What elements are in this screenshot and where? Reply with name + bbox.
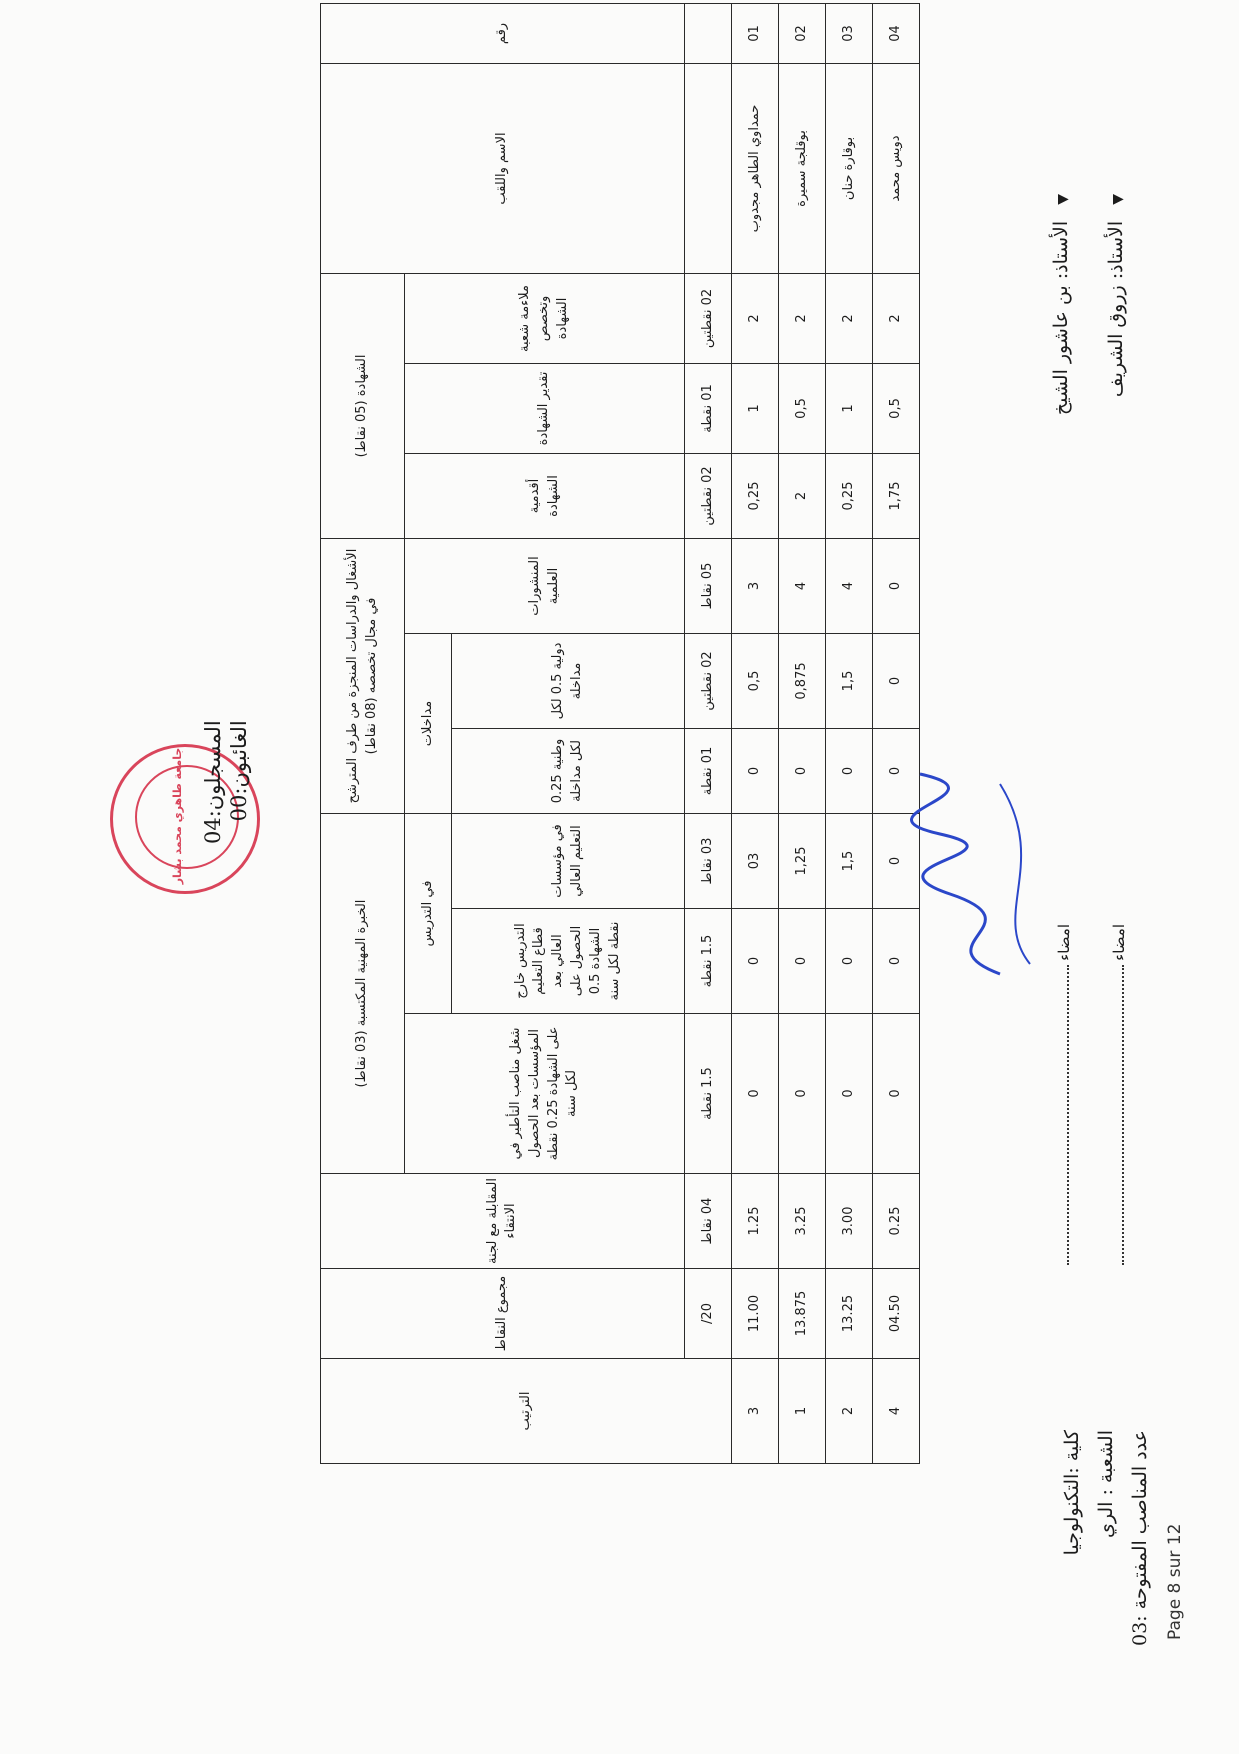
cell-cert-suitability: 2 [872,273,919,363]
col-name: الاسم واللقب [321,63,685,273]
cell-interview: 3.25 [778,1174,825,1269]
cell-cert-grade: 1 [825,363,872,453]
bullet-icon: ▼ [1110,194,1126,205]
absent-count: الغائبون:00 [227,720,251,822]
max-interview: 04 نقاط [684,1174,731,1269]
cell-national: 0 [825,728,872,813]
professor-1: الأستاذ: بن عاشور الشيخ [1050,220,1072,416]
cell-name: بوقلجة سميرة [778,63,825,273]
max-supervision: 1.5 نقطة [684,1014,731,1174]
cell-interview: 0.25 [872,1174,919,1269]
col-total: مجموع النقاط [321,1269,685,1359]
signature-row-2 [1105,194,1127,397]
signature-line [1122,965,1124,1265]
cell-teaching-higher: 03 [731,814,778,909]
cell-teaching-outside: 0 [731,909,778,1014]
cell-supervision: 0 [778,1014,825,1174]
cell-supervision: 0 [872,1014,919,1174]
table-row [825,3,872,1463]
positions-label: عدد المناصب المفتوحة :03 [1129,1430,1151,1646]
col-teaching: في التدريس [405,814,452,1014]
col-certificate: الشهادة (05 نقاط) [321,273,405,538]
cell-cert-suitability: 2 [825,273,872,363]
cell-teaching-outside: 0 [778,909,825,1014]
cell-publications: 0 [872,538,919,633]
cell-total: 13.25 [825,1269,872,1359]
signature-label-2: امضاء [1110,924,1128,1265]
cell-publications: 4 [825,538,872,633]
table-row [778,3,825,1463]
col-supervision: شغل مناصب التأطير في المؤسسات بعد الحصول على الشهادة 0.25 نقطة لكل سنة [405,1014,685,1174]
handwritten-signature [880,764,1060,984]
max-international: 02 نقطتين [684,633,731,728]
cell-supervision: 0 [731,1014,778,1174]
signature-line [1067,965,1069,1265]
max-total: 20/ [684,1269,731,1359]
cell-international: 0,5 [731,633,778,728]
col-teaching-outside: التدريس خارج قطاع التعليم العالي بعد الحصول على الشهادة 0.5 نقطة لكل سنة [452,909,685,1014]
cell-national: 0 [731,728,778,813]
header-info [1055,1430,1157,1750]
cell-publications: 3 [731,538,778,633]
cell-national: 0 [778,728,825,813]
cell-national: 0 [872,728,919,813]
cell-international: 0,875 [778,633,825,728]
col-cert-grade: تقدير الشهادة [405,363,685,453]
cell-teaching-higher: 1,25 [778,814,825,909]
cell-number: 01 [731,3,778,63]
max-national: 01 نقطة [684,728,731,813]
cell-publications: 4 [778,538,825,633]
cell-rank: 1 [778,1359,825,1464]
cell-supervision: 0 [825,1014,872,1174]
cell-total: 11.00 [731,1269,778,1359]
col-cert-suitability: ملاءمة شعبة وتخصص الشهادة [405,273,685,363]
branch-label: الشعبة : الري [1095,1430,1117,1539]
bullet-icon: ▼ [1055,194,1071,205]
cell-total: 13.875 [778,1269,825,1359]
cell-rank: 3 [731,1359,778,1464]
cell-cert-seniority: 1,75 [872,453,919,538]
col-international: دولية 0.5 لكل مداخلة [452,633,685,728]
cell-number: 02 [778,3,825,63]
signature-row-1 [1050,194,1072,415]
col-cert-seniority: أقدمية الشهادة [405,453,685,538]
cell-teaching-outside: 0 [825,909,872,1014]
max-points-row [684,3,731,1463]
cell-international: 1,5 [825,633,872,728]
professor-2: الأستاذ: زروق الشريف [1105,220,1127,398]
cell-name: حمداوي الطاهر مجدوب [731,63,778,273]
col-number: رقم [321,3,685,63]
max-teaching-higher: 03 نقاط [684,814,731,909]
cell-rank: 4 [872,1359,919,1464]
page-footer: Page 8 sur 12 [1165,1523,1185,1640]
col-interview: المقابلة مع لجنة الانتقاء [321,1174,685,1269]
cell-name: بوقارة حنان [825,63,872,273]
cell-total: 04.50 [872,1269,919,1359]
cell-cert-suitability: 2 [731,273,778,363]
evaluation-table [320,3,920,1464]
max-teaching-outside: 1.5 نقطة [684,909,731,1014]
col-national: وطنية 0.25 لكل مداخلة [452,728,685,813]
stamp-overlay-counts [200,720,252,844]
cell-international: 0 [872,633,919,728]
cell-number: 04 [872,3,919,63]
cell-cert-seniority: 2 [778,453,825,538]
max-cert-seniority: 02 نقطتين [684,453,731,538]
signatures [1050,194,1200,1394]
col-rank: الترتيب [321,1359,732,1464]
cell-cert-grade: 0,5 [778,363,825,453]
col-works: الأشغال والدراسات المنجزة من طرف المترشح في مجال تخصصه (08 نقاط) [321,538,405,813]
cell-cert-grade: 0,5 [872,363,919,453]
max-cert-suitability: 02 نقطتين [684,273,731,363]
cell-teaching-higher: 0 [872,814,919,909]
cell-interview: 1.25 [731,1174,778,1269]
col-teaching-higher: في مؤسسات التعليم العالي [452,814,685,909]
max-publications: 05 نقاط [684,538,731,633]
faculty-label: كلية :التكنولوجيا [1061,1430,1083,1556]
cell-cert-suitability: 2 [778,273,825,363]
cell-cert-seniority: 0,25 [825,453,872,538]
col-experience: الخبرة المهنية المكتسبة (03 نقاط) [321,814,405,1174]
cell-cert-grade: 1 [731,363,778,453]
col-publications: المنشورات العلمية [405,538,685,633]
cell-rank: 2 [825,1359,872,1464]
cell-interview: 3.00 [825,1174,872,1269]
col-interventions: مداخلات [405,633,452,813]
registered-count: المسجلون:04 [201,720,225,844]
max-cert-grade: 01 نقطة [684,363,731,453]
table-row [872,3,919,1463]
cell-cert-seniority: 0,25 [731,453,778,538]
candidate-rows [731,3,919,1463]
header-row-1 [321,3,405,1463]
cell-teaching-higher: 1,5 [825,814,872,909]
stamp-text: جامعة طاهري محمد بشار [171,747,184,885]
cell-name: دويس محمد [872,63,919,273]
signature-label-1: امضاء [1055,924,1073,1265]
table-row [731,3,778,1463]
cell-teaching-outside: 0 [872,909,919,1014]
cell-number: 03 [825,3,872,63]
